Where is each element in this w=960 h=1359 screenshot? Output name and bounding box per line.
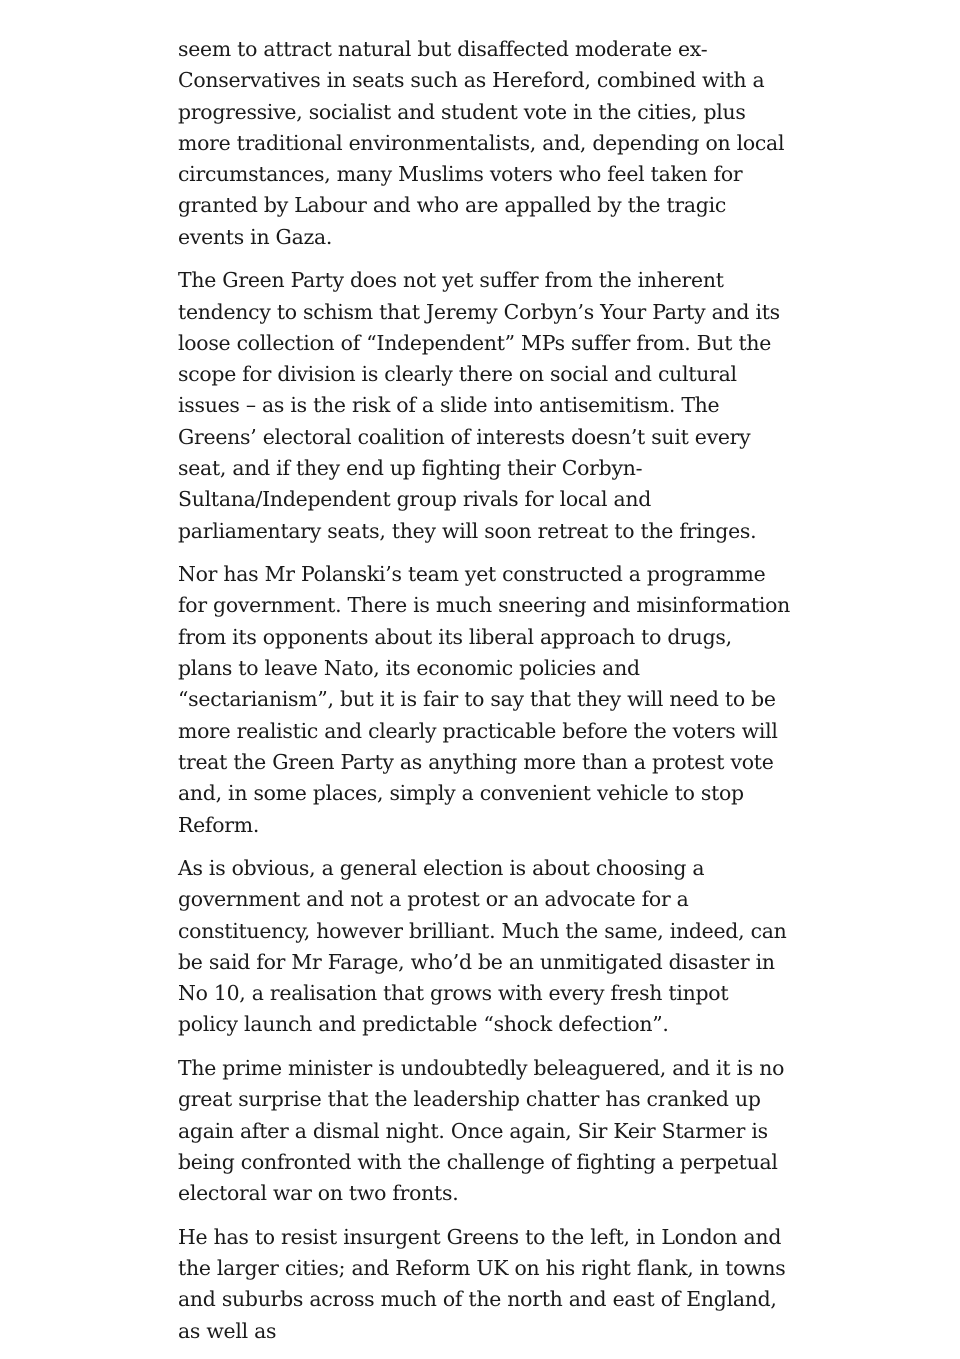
article-paragraph: Nor has Mr Polanski’s team yet constructed a programme for government. There is much sneering and misinformation from its opponents about its liberal approach to drugs, plans to leave Nato, its economic policies and “sectarianism”, but it is fair to say that they will need to be more realistic and clearly practicable before the voters will treat the Green Party as anything more than a protest vote and, in some places, simply a convenient vehicle to stop Reform. bbox=[178, 562, 791, 837]
article-paragraph: The prime minister is undoubtedly beleaguered, and it is no great surprise that the leadership chatter has cranked up again after a dismal night. Once again, Sir Keir Starmer is being confronted with the challenge of fighting a perpetual electoral war on two fronts. bbox=[178, 1055, 785, 1206]
article-paragraph: seem to attract natural but disaffected moderate ex-Conservatives in seats such as Hereford, combined with a progressive, socialist and student vote in the cities, plus more traditional environmentalists, and, depending on local circumstances, many Muslims voters who feel taken for granted by Labour and who are appalled by the tragic events in Gaza. bbox=[178, 37, 785, 249]
article-body bbox=[178, 34, 790, 1359]
article-paragraph: The Green Party does not yet suffer from the inherent tendency to schism that Jeremy Corbyn’s Your Party and its loose collection of “Independent” MPs suffer from. But the scope for division is clearly there on social and cultural issues – as is the risk of a slide into antisemitism. The Greens’ electoral coalition of interests doesn’t suit every seat, and if they end up fighting their Corbyn-Sultana/Independent group rivals for local and parliamentary seats, they will soon retreat to the fringes. bbox=[178, 268, 780, 543]
article-paragraph: He has to resist insurgent Greens to the left, in London and the larger cities; and Reform UK on his right flank, in towns and suburbs across much of the north and east of England, as well as bbox=[178, 1224, 786, 1343]
article-paragraph: As is obvious, a general election is about choosing a government and not a protest or an advocate for a constituency, however brilliant. Much the same, indeed, can be said for Mr Farage, who’d be an unmitigated disaster in No 10, a realisation that grows with every fresh tinpot policy launch and predictable “shock defection”. bbox=[178, 855, 787, 1037]
